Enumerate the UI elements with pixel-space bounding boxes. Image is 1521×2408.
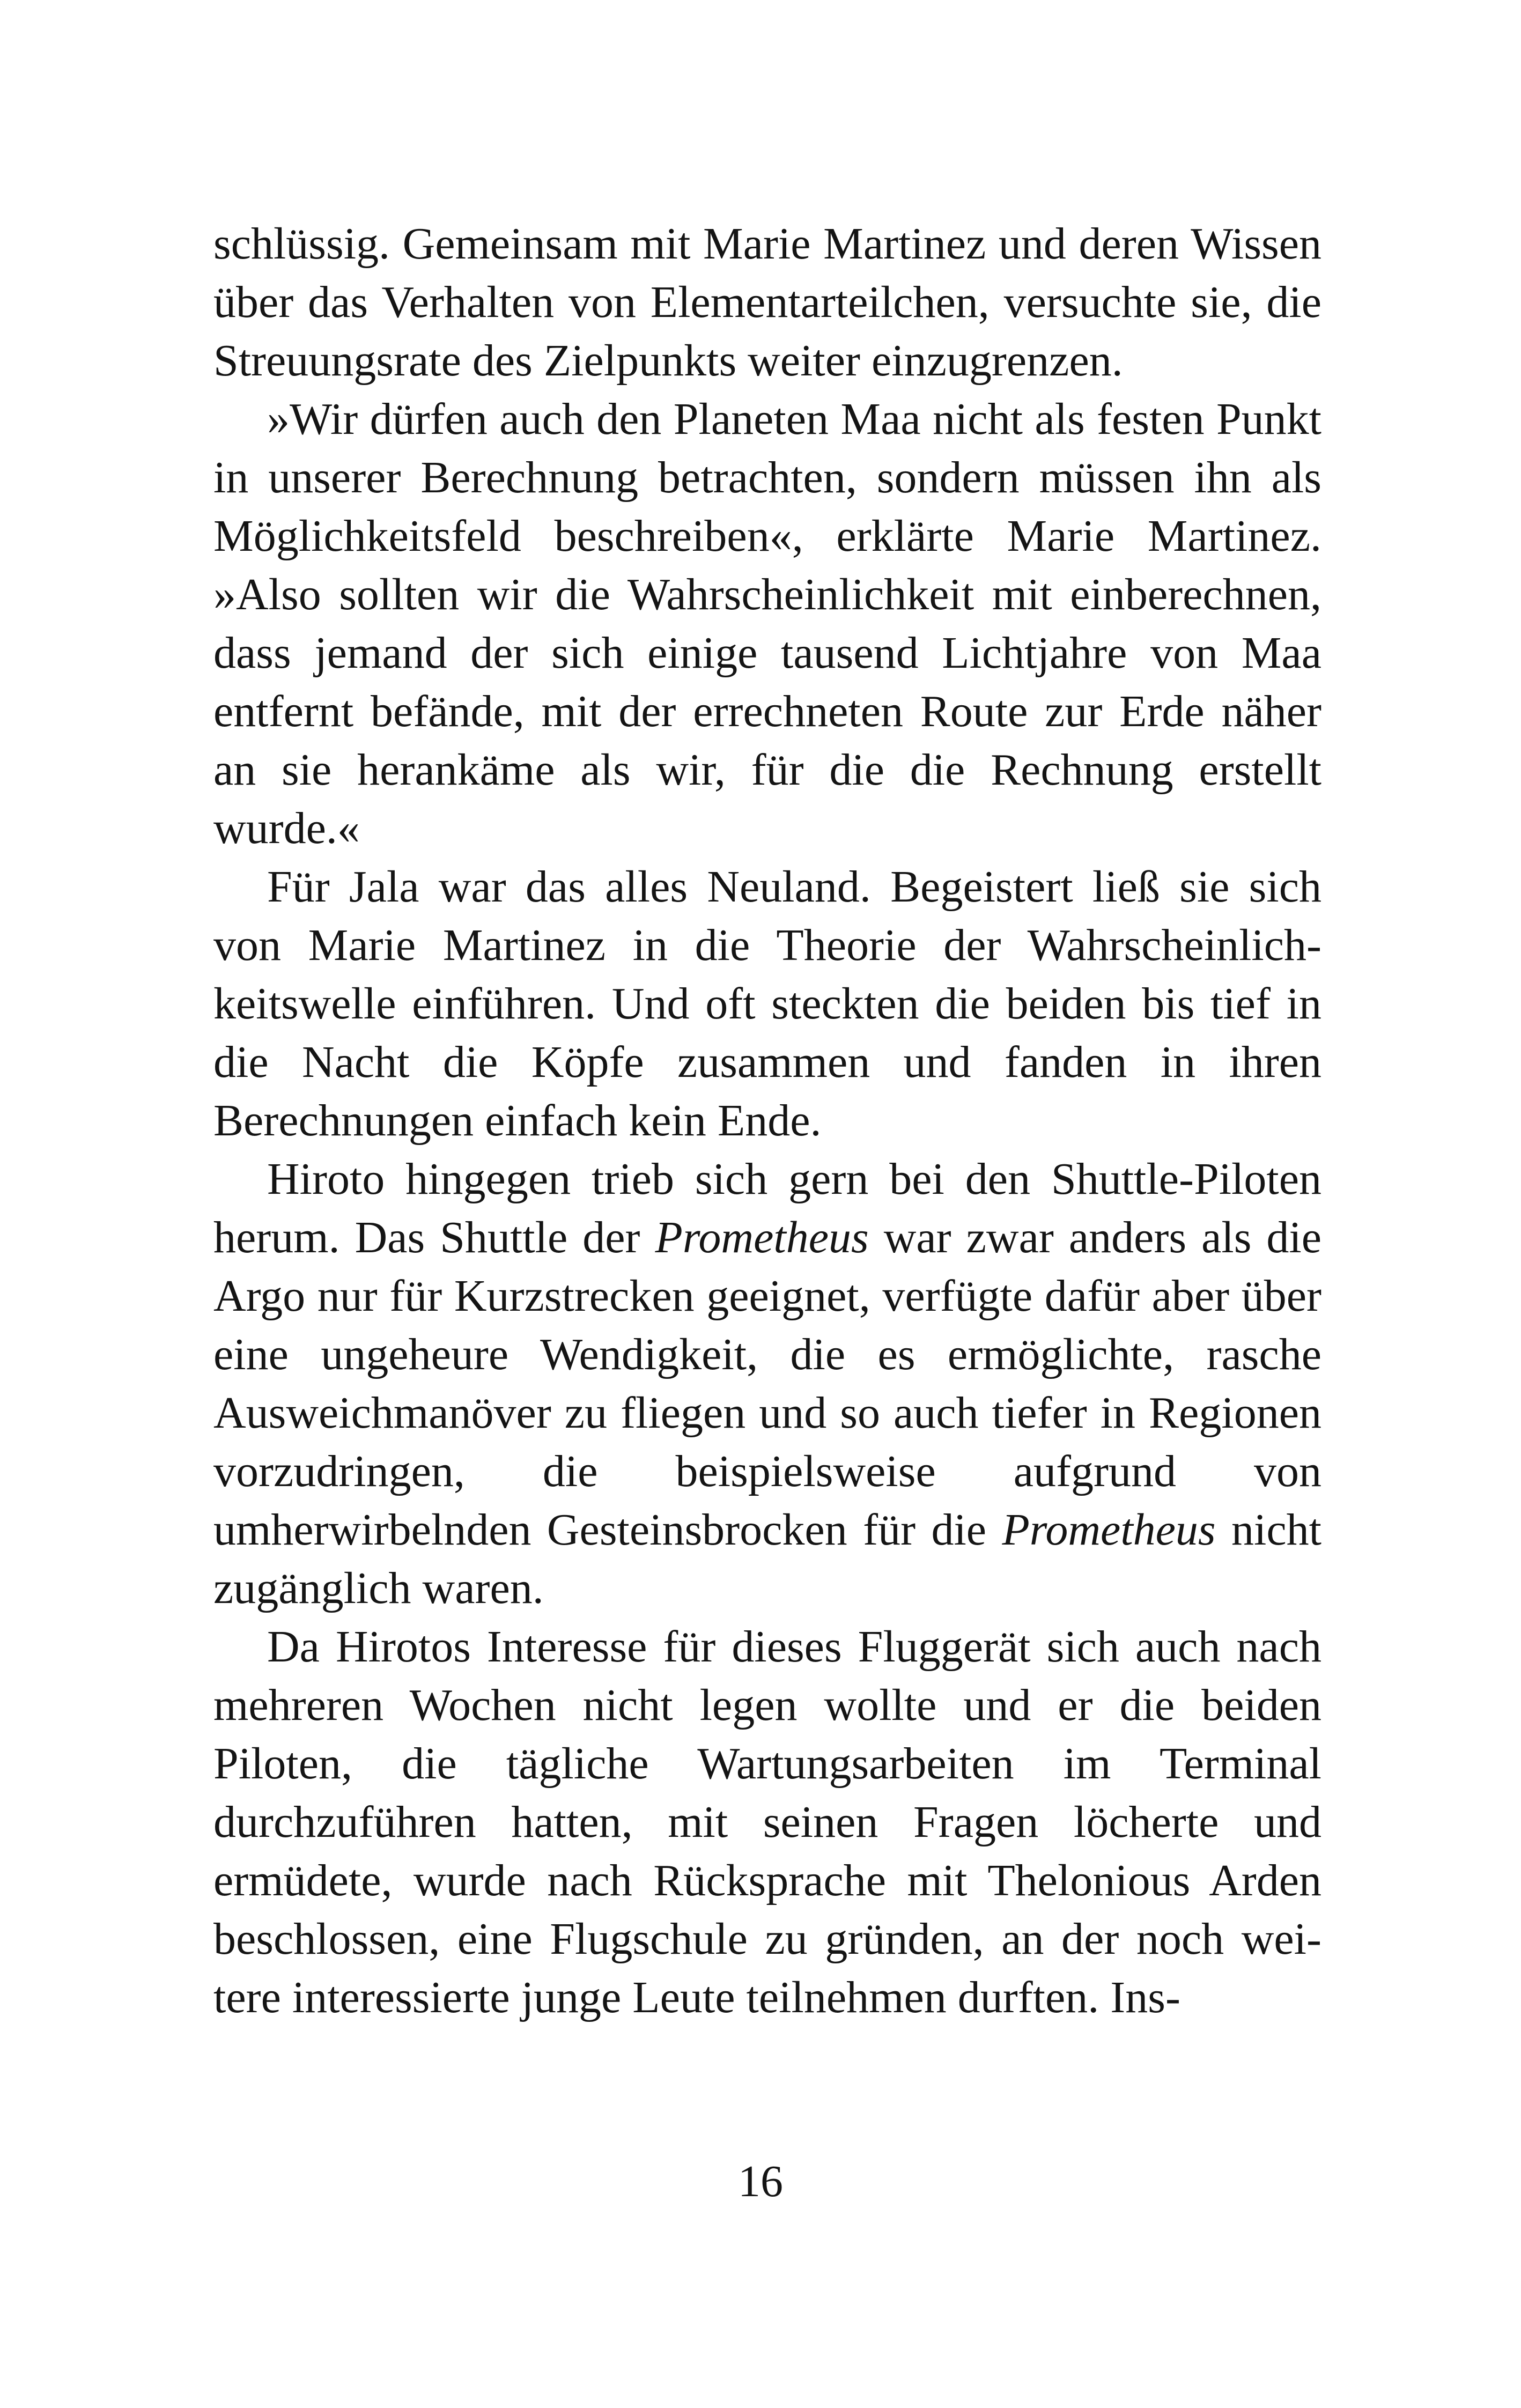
paragraph-1 (213, 215, 1321, 390)
text-run: nicht zugänglich waren. (213, 1505, 1321, 1613)
text-run: »Wir dürfen auch den Planeten Maa nicht als festen Punkt in unserer Berechnung betrachten, sondern müssen ihn als Möglichkeitsfeld beschreiben«, erklärte Marie Martinez. »Also sollten wir die Wahrscheinlichkeit mit einberechnen, dass jemand der sich einige tausend Lichtjahre von Maa entfernt befände, mit der errechneten Route zur Erde näher an sie herankäme als wir, für die die Rechnung erstellt wurde.« (213, 394, 1321, 853)
italic-title: Prometheus (655, 1213, 869, 1262)
paragraph-2 (213, 390, 1321, 858)
page-number: 16 (738, 2156, 783, 2206)
italic-title: Prometheus (1002, 1505, 1216, 1555)
text-run: Da Hirotos Interesse für dieses Fluggerät sich auch nach mehreren Wochen nicht legen wollte und er die beiden Piloten, die tägliche Wartungsarbeiten im Terminal durchzuführen hatten, mit seinen Fragen löcherte und ermüdete, wurde nach Rücksprache mit Thelonious Arden beschlossen, eine Flugschule zu gründen, an der noch weitere interessierte junge Leute teilnehmen durften. Ins- (213, 1622, 1321, 2022)
paragraph-5 (213, 1617, 1321, 2027)
text-run: Hiroto hingegen trieb sich gern bei den Shuttle-Piloten herum. Das Shuttle der (213, 1154, 1321, 1262)
text-run: schlüssig. Gemeinsam mit Marie Martinez und deren Wissen über das Verhalten von Elementarteilchen, versuchte sie, die Streuungsrate des Zielpunkts weiter einzugrenzen. (213, 219, 1321, 386)
text-run: war zwar anders als die Argo nur für Kurzstrecken geeignet, verfügte dafür aber über eine ungeheure Wendigkeit, die es ermöglichte, rasche Ausweichmanöver zu fliegen und so auch tiefer in Regionen vorzudringen, die beispielsweise aufgrund von umherwirbelnden Gesteinsbrocken für die (213, 1213, 1322, 1555)
paragraph-4 (213, 1150, 1321, 1617)
text-run: Für Jala war das alles Neuland. Begeistert ließ sie sich von Marie Martinez in die Theorie der Wahrscheinlichkeitswelle einführen. Und oft steckten die beiden bis tief in die Nacht die Köpfe zusammen und fanden in ihren Berechnungen einfach kein Ende. (213, 862, 1321, 1146)
body-text (213, 215, 1321, 2027)
paragraph-3 (213, 858, 1321, 1150)
